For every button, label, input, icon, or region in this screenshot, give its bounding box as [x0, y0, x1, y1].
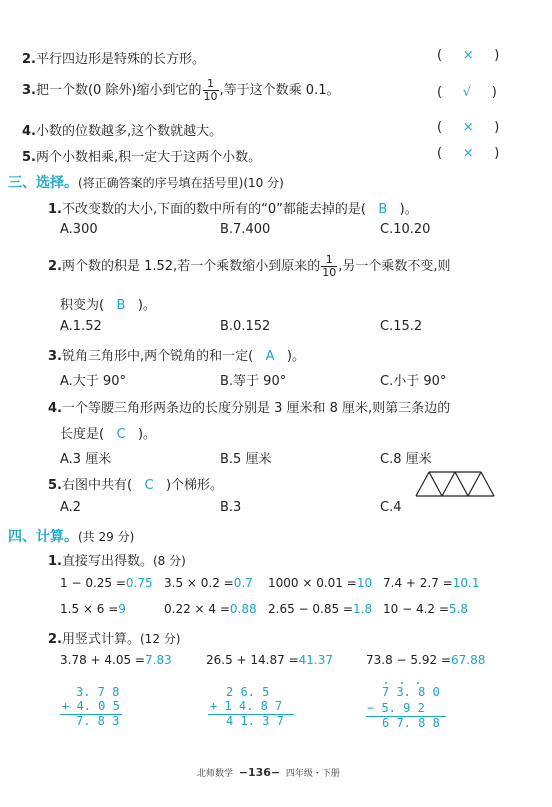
oral-calc: 1.5 × 6 =9 [60, 602, 126, 616]
q-text: 不改变数的大小,下面的数中所有的“0”都能去掉的是( [61, 202, 366, 217]
q-number: 2. [48, 632, 62, 647]
item-number: 5. [22, 150, 36, 165]
q-text: 一个等腰三角形两条边的长度分别是 3 厘米和 8 厘米,则第三条边的 [61, 401, 451, 416]
vertical-line: + 4. 0 5 [62, 699, 120, 713]
option-c: C.10.20 [380, 222, 431, 237]
section3-heading [8, 172, 284, 192]
option-a: A.300 [60, 222, 98, 237]
q-text-post: ,另一个乘数不变,则 [338, 259, 451, 274]
option-b: B.3 [220, 500, 242, 515]
option-c: C.小于 90° [380, 374, 447, 389]
option-c: C.4 [380, 500, 402, 515]
q-text-post: )。 [286, 349, 305, 364]
section-note: (将正确答案的序号填在括号里)(10 分) [78, 176, 284, 190]
answer-mark: × [462, 146, 474, 161]
q-text-post: )个梯形。 [165, 478, 224, 493]
option-b: B.7.400 [220, 222, 271, 237]
q-title: 直接写出得数。 [61, 554, 153, 569]
answer-paren: ( × ) [437, 120, 500, 135]
q-number: 4. [48, 401, 62, 416]
choice-q4-line2 [60, 423, 156, 442]
choice-q1 [48, 198, 418, 217]
q-note: (8 分) [153, 554, 186, 568]
q-text-post: )。 [399, 202, 418, 217]
calc-q1-heading [48, 550, 186, 569]
q-number: 1. [48, 202, 62, 217]
q-text: 锐角三角形中,两个锐角的和一定( [61, 349, 254, 364]
vertical-line: 7 3. 8 0 [382, 685, 440, 699]
vertical-line: 4 1. 3 7 [226, 714, 284, 728]
trapezoid-figure [414, 470, 496, 498]
item-text: 把一个数(0 除外)缩小到它的 [35, 83, 202, 98]
choice-q2 [48, 254, 450, 279]
option-b: B.等于 90° [220, 374, 287, 389]
q-note: (12 分) [140, 632, 181, 646]
oral-calc: 1000 × 0.01 =10 [268, 576, 373, 590]
option-c: C.15.2 [380, 319, 423, 334]
vertical-line: 6 7. 8 8 [382, 716, 440, 730]
section-title: 三、选择。 [8, 175, 78, 191]
item-number: 4. [22, 124, 36, 139]
q-number: 1. [48, 554, 62, 569]
judge-item-3 [22, 78, 340, 103]
section-title: 四、计算。 [8, 529, 78, 545]
vertical-line: 3. 7 8 [76, 685, 120, 699]
option-a: A.1.52 [60, 319, 102, 334]
vertical-line: 2 6. 5 [226, 685, 270, 699]
option-b: B.0.152 [220, 319, 271, 334]
option-b: B.5 厘米 [220, 452, 272, 467]
answer-mark: √ [462, 85, 472, 100]
q-number: 2. [48, 259, 62, 274]
borrow-dot [385, 682, 387, 684]
option-a: A.3 厘米 [60, 452, 112, 467]
vertical-line: − 5. 9 2 [367, 701, 425, 715]
item-text-post: ,等于这个数乘 0.1。 [219, 83, 340, 98]
answer-paren: ( √ ) [437, 85, 497, 100]
borrow-dot [417, 682, 419, 684]
footer-book: 北师数学 [197, 769, 234, 779]
q-answer: A [265, 349, 275, 364]
vertical-calc-expr: 26.5 + 14.87 =41.37 [206, 653, 333, 667]
item-number: 3. [22, 83, 36, 98]
item-text: 两个小数相乘,积一定大于这两个小数。 [35, 150, 262, 165]
footer-grade: 四年级・下册 [285, 769, 340, 779]
oral-calc: 3.5 × 0.2 =0.7 [164, 576, 253, 590]
q-answer: B [378, 202, 388, 217]
page-number: −136− [238, 766, 281, 779]
footer [197, 766, 340, 779]
oral-calc: 10 − 4.2 =5.8 [383, 602, 468, 616]
q-number: 5. [48, 478, 62, 493]
answer-paren: ( × ) [437, 146, 500, 161]
vertical-line: 7. 8 3 [76, 714, 120, 728]
fraction: $\frac{1}{10}$ [203, 77, 218, 103]
q-text: 两个数的积是 1.52,若一个乘数缩小到原来的 [61, 259, 321, 274]
oral-calc: 1 − 0.25 =0.75 [60, 576, 153, 590]
oral-calc: 0.22 × 4 =0.88 [164, 602, 257, 616]
item-text: 平行四边形是特殊的长方形。 [35, 52, 205, 67]
item-number: 2. [22, 52, 36, 67]
q-answer: C [116, 427, 126, 442]
option-c: C.8 厘米 [380, 452, 432, 467]
calc-q2-heading [48, 628, 180, 647]
oral-calc: 7.4 + 2.7 =10.1 [383, 576, 480, 590]
choice-q2-line2 [60, 294, 156, 313]
answer-mark: × [462, 48, 474, 63]
oral-calc: 2.65 − 0.85 =1.8 [268, 602, 373, 616]
q-text-post: )。 [137, 427, 157, 442]
choice-q4 [48, 397, 450, 416]
answer-paren: ( × ) [437, 48, 500, 63]
judge-item-5 [22, 146, 261, 165]
q-title: 用竖式计算。 [61, 632, 140, 647]
option-a: A.大于 90° [60, 374, 126, 389]
choice-q3 [48, 345, 305, 364]
q-text: 长度是( [60, 427, 105, 442]
q-answer: B [116, 298, 126, 313]
vertical-line: + 1 4. 8 7 [210, 699, 283, 713]
vertical-calc-expr: 73.8 − 5.92 =67.88 [366, 653, 486, 667]
q-text: 积变为( [60, 298, 105, 313]
answer-mark: × [462, 120, 474, 135]
q-text-post: )。 [137, 298, 156, 313]
q-text: 右图中共有( [61, 478, 133, 493]
section4-heading [8, 526, 134, 546]
borrow-dot [401, 682, 403, 684]
q-number: 3. [48, 349, 62, 364]
option-a: A.2 [60, 500, 82, 515]
vertical-calc-expr: 3.78 + 4.05 =7.83 [60, 653, 172, 667]
q-answer: C [144, 478, 154, 493]
fraction: $\frac{1}{10}$ [322, 253, 337, 279]
section-note: (共 29 分) [78, 530, 135, 544]
judge-item-2 [22, 48, 205, 67]
judge-item-4 [22, 120, 222, 139]
choice-q5 [48, 474, 223, 493]
item-text: 小数的位数越多,这个数就越大。 [35, 124, 223, 139]
